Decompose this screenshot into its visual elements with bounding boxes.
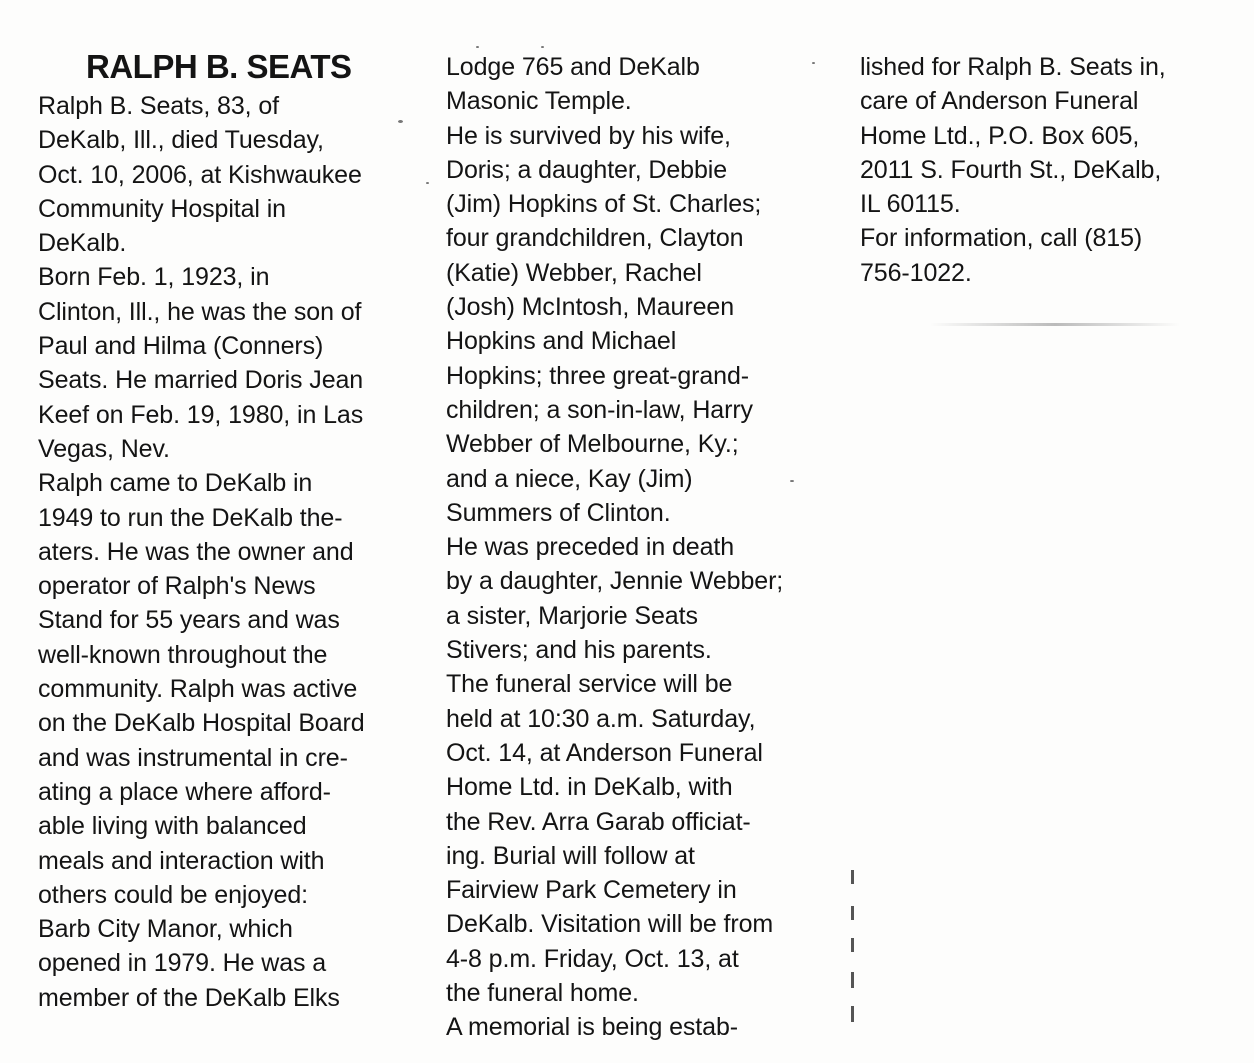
paragraph-survivors: He is survived by his wife, Doris; a daughter, Debbie (Jim) Hopkins of St. Charles; four grandchildren, Clayton (Katie) Webber, Rachel (Josh) McIntosh, Maureen Hopkins and Michael Hopkins; three great-grand- children; a son-in-law, Harry Webber of Melbourne, Ky.; and a niece, Kay (Jim) Summers of Clinton.: [446, 121, 762, 527]
scan-speck: [541, 46, 544, 48]
column-1: [38, 50, 430, 1015]
scan-edge-mark: [851, 972, 854, 988]
scan-edge-mark: [851, 906, 854, 920]
paragraph-information: For information, call (815) 756-1022.: [860, 224, 1143, 287]
column-2: [446, 50, 830, 1045]
paragraph-preceded-in-death: He was preceded in death by a daughter, Jennie Webber; a sister, Marjorie Seats Stivers; and his parents.: [446, 533, 784, 665]
paragraph-death-notice: Ralph B. Seats, 83, of DeKalb, Ill., died Tuesday, Oct. 10, 2006, at Kishwaukee Community Hospital in DeKalb.: [38, 91, 362, 258]
scan-edge-mark: [851, 1006, 854, 1022]
scan-edge-mark: [851, 938, 854, 952]
paragraph-memorial-start: A memorial is being estab-: [446, 1013, 738, 1042]
column-3: [860, 50, 1230, 290]
scan-speck: [476, 46, 479, 48]
paragraph-lodge-continued: Lodge 765 and DeKalb Masonic Temple.: [446, 53, 700, 116]
scan-speck: [398, 120, 403, 123]
paragraph-funeral-service: The funeral service will be held at 10:30 a.m. Saturday, Oct. 14, at Anderson Funeral Home Ltd. in DeKalb, with the Rev. Arra Garab officiat- ing. Burial will follow at Fairview Park Cemetery in DeKalb. Visitation will be from 4-8 p.m. Friday, Oct. 13, at the funeral home.: [446, 670, 774, 1008]
scan-speck: [812, 62, 815, 64]
scan-speck: [426, 182, 429, 184]
paragraph-memorial-continued: lished for Ralph B. Seats in, care of Anderson Funeral Home Ltd., P.O. Box 605, 2011 S. Fourth St., DeKalb, IL 60115.: [860, 53, 1166, 219]
scan-speck: [790, 480, 794, 482]
obituary-headline: RALPH B. SEATS: [86, 48, 352, 85]
paragraph-birth-marriage: Born Feb. 1, 1923, in Clinton, Ill., he was the son of Paul and Hilma (Conners) Seats. He married Doris Jean Keef on Feb. 19, 1980, in Las Vegas, Nev.: [38, 263, 364, 463]
paragraph-career: Ralph came to DeKalb in 1949 to run the DeKalb the- aters. He was the owner and operator of Ralph's News Stand for 55 years and was well-known throughout the community. Ralph was active on the DeKalb Hospital Board and was instrumental in cre- ating a place where afford- able living with balanced meals and interaction with others could be enjoyed: Barb City Manor, which opened in 1979. He was a member of the DeKalb Elks: [38, 469, 365, 1012]
scan-edge-mark: [851, 870, 854, 884]
scan-smudge: [930, 323, 1180, 326]
